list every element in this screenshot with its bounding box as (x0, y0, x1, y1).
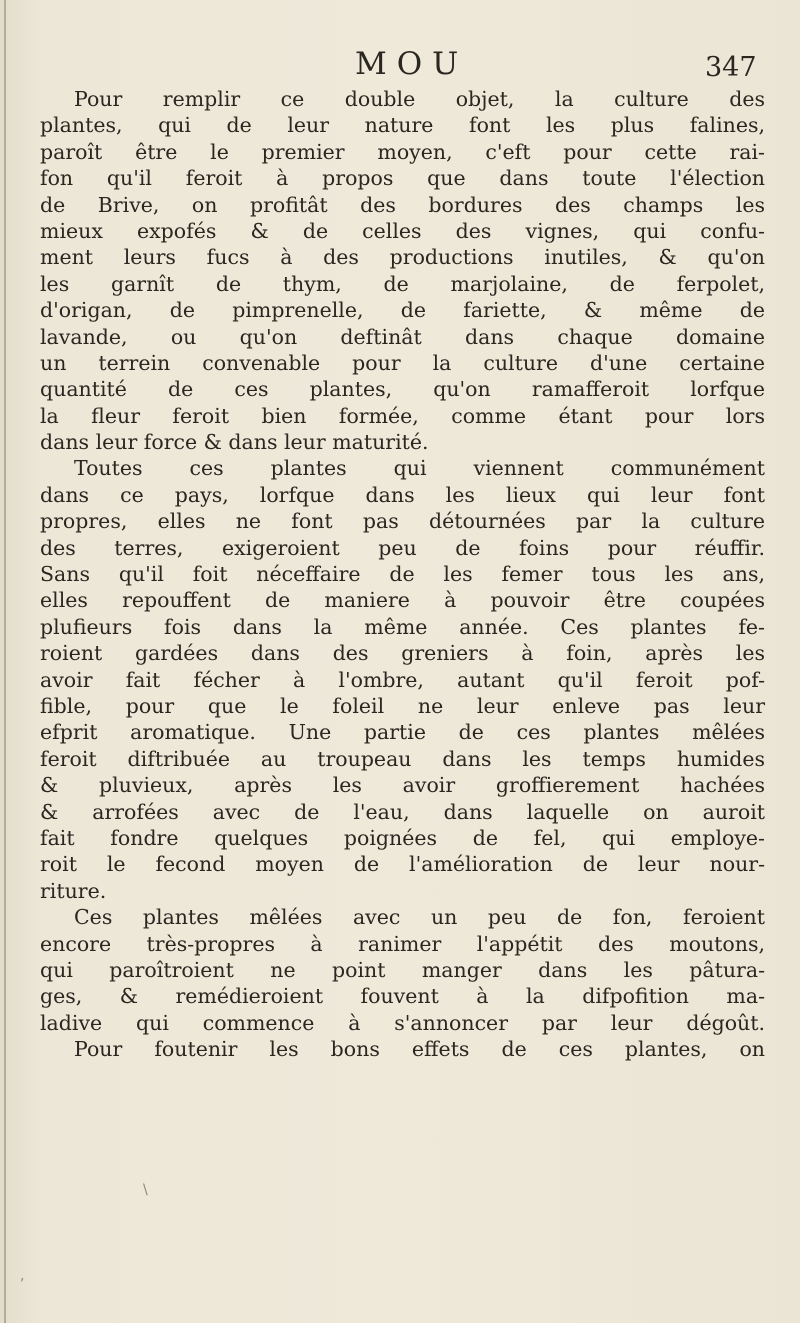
text-line: les garnît de thym, de marjolaine, de ferpolet, (40, 271, 765, 296)
text-line: Pour remplir ce double objet, la culture des (74, 87, 765, 111)
ink-speck: , (20, 1268, 25, 1284)
text-line: mieux expofés & de celles des vignes, qui confu- (40, 218, 765, 243)
text-line: un terrein convenable pour la culture d'une certaine (40, 350, 765, 375)
text-line: encore très-propres à ranimer l'appétit des moutons, (40, 931, 765, 956)
text-line: & pluvieux, après les avoir groffierement hachées (40, 773, 765, 798)
text-line: propres, elles ne font pas détournées par la culture (40, 509, 765, 534)
text-line: quantité de ces plantes, qu'on ramafferoit lorfque (40, 377, 765, 402)
text-line: dans leur force & dans leur maturité. (40, 430, 429, 455)
text-line: elles repouffent de maniere à pouvoir être coupées (40, 588, 765, 613)
text-line: Toutes ces plantes qui viennent communément (74, 456, 765, 481)
ink-speck: \ (143, 1182, 148, 1198)
text-line: feroit diftribuée au troupeau dans les temps humides (40, 746, 765, 771)
text-line: riture. (40, 878, 107, 903)
text-line: & arrofées avec de l'eau, dans laquelle on auroit (40, 799, 765, 824)
binding-edge (4, 0, 6, 1323)
page-number: 347 (705, 52, 757, 83)
text-line: fible, pour que le foleil ne leur enleve pas leur (40, 693, 765, 718)
text-line: roient gardées dans des greniers à foin, après les (40, 641, 765, 666)
running-head: MOU (355, 46, 469, 82)
text-line: d'origan, de pimprenelle, de fariette, & même de (40, 298, 765, 323)
text-line: roit le fecond moyen de l'amélioration de leur nour- (40, 852, 765, 877)
text-line: plufieurs fois dans la même année. Ces plantes fe- (40, 614, 765, 639)
text-line: qui paroîtroient ne point manger dans les pâtura- (40, 957, 765, 982)
text-line: fon qu'il feroit à propos que dans toute l'élection (40, 166, 765, 191)
text-line: dans ce pays, lorfque dans les lieux qui leur font (40, 482, 765, 507)
text-line: ges, & remédieroient fouvent à la difpofition ma- (40, 984, 765, 1009)
text-line: la fleur feroit bien formée, comme étant pour lors (40, 403, 765, 428)
text-line: Pour foutenir les bons effets de ces plantes, on (74, 1037, 765, 1062)
text-line: fait fondre quelques poignées de fel, qui employe- (40, 825, 765, 850)
text-line: des terres, exigeroient peu de foins pour réuffir. (40, 535, 765, 560)
text-line: efprit aromatique. Une partie de ces plantes mêlées (40, 720, 765, 745)
text-line: de Brive, on profitât des bordures des champs les (40, 192, 765, 217)
text-line: ment leurs fucs à des productions inutiles, & qu'on (40, 245, 765, 270)
text-line: Sans qu'il foit néceffaire de les femer tous les ans, (40, 562, 765, 587)
text-line: ladive qui commence à s'annoncer par leur dégoût. (40, 1010, 765, 1035)
text-line: paroît être le premier moyen, c'eft pour cette rai- (40, 139, 765, 164)
text-line: Ces plantes mêlées avec un peu de fon, feroient (74, 905, 765, 930)
text-line: lavande, ou qu'on deftinât dans chaque domaine (40, 324, 765, 349)
page-header (0, 44, 800, 84)
text-line: avoir fait fécher à l'ombre, autant qu'il feroit pof- (40, 667, 765, 692)
text-line: plantes, qui de leur nature font les plus falines, (40, 113, 765, 138)
body-text (40, 86, 765, 1062)
